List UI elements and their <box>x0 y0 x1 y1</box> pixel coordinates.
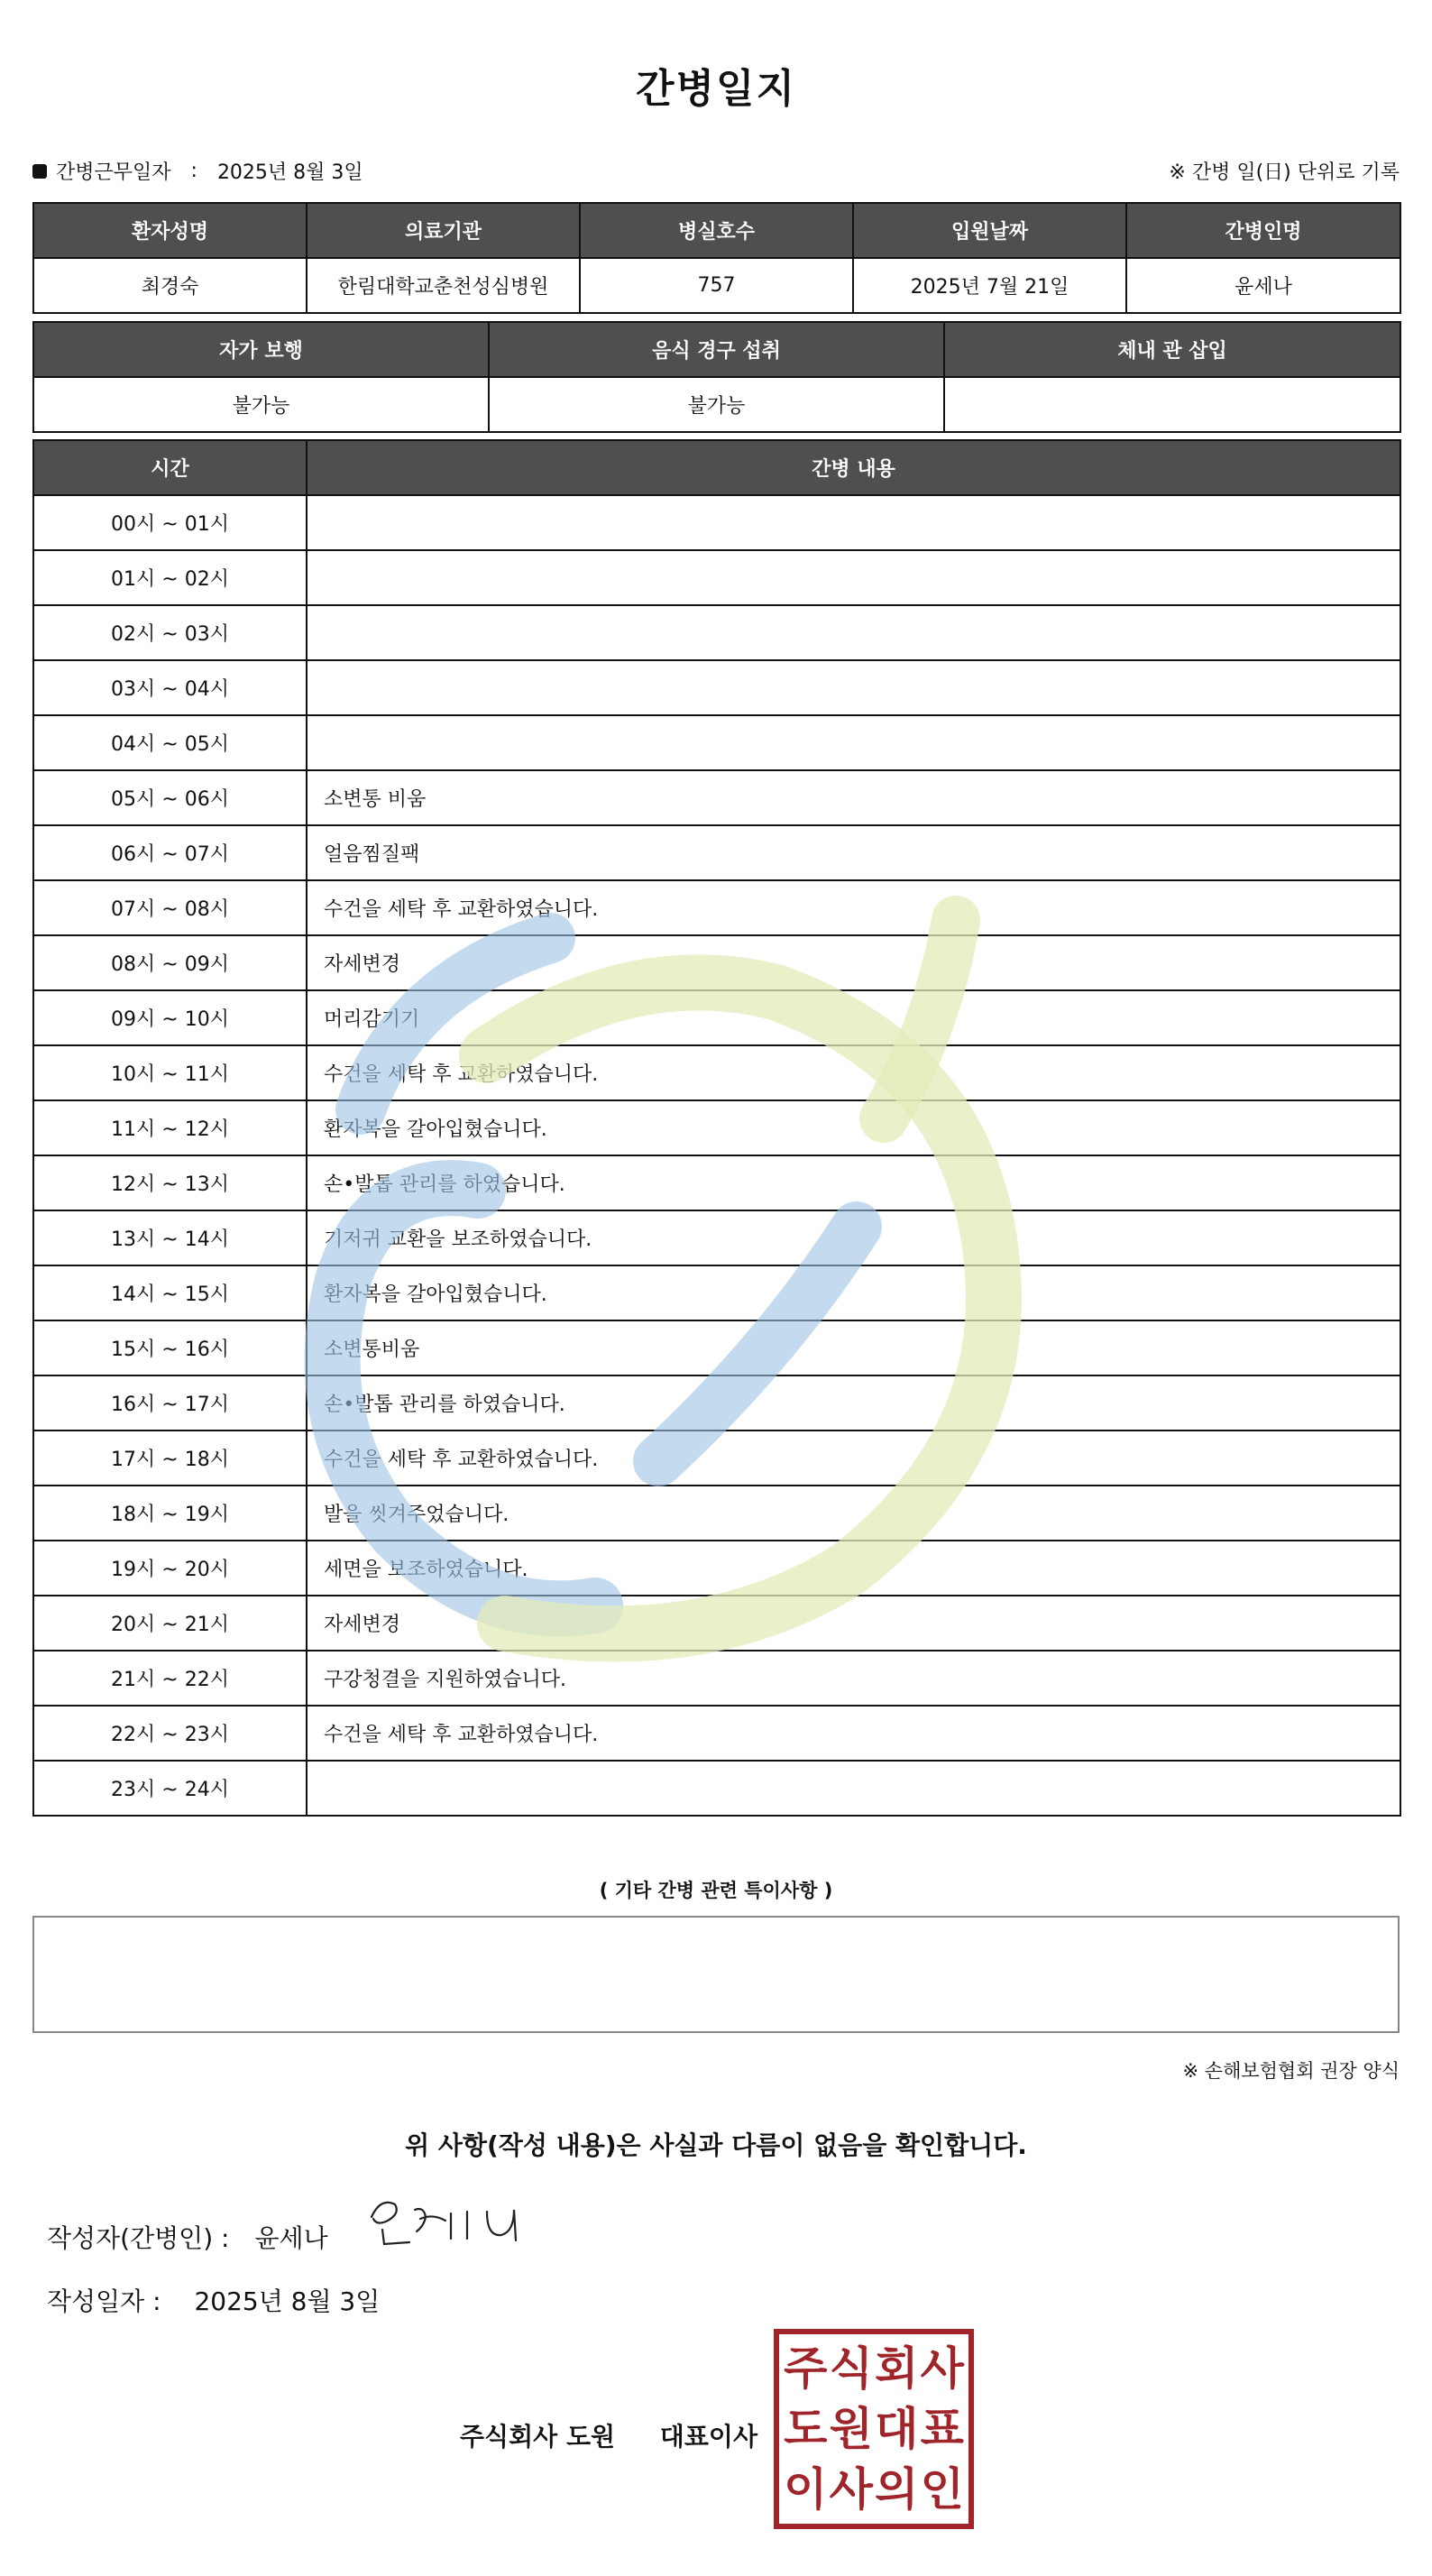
log-time-cell: 08시 ~ 09시 <box>33 935 307 990</box>
page-title: 간병일지 <box>635 66 796 112</box>
recommend-note: ※ 손해보험협회 권장 양식 <box>1182 2060 1400 2082</box>
log-row <box>33 1651 1400 1706</box>
log-row <box>33 605 1400 660</box>
log-time-cell: 13시 ~ 14시 <box>33 1210 307 1265</box>
writer-label: 작성자(간병인) : <box>47 2223 230 2253</box>
log-time-cell: 10시 ~ 11시 <box>33 1045 307 1100</box>
bullet-square-icon <box>32 164 47 179</box>
patient-name: 최경숙 <box>33 258 307 313</box>
log-content-cell <box>307 495 1400 550</box>
log-time-cell: 23시 ~ 24시 <box>33 1761 307 1816</box>
log-content-cell: 자세변경 <box>307 1596 1400 1651</box>
log-time-cell: 17시 ~ 18시 <box>33 1431 307 1486</box>
work-date-value: 2025년 8월 3일 <box>216 161 363 184</box>
header-time: 시간 <box>33 440 307 495</box>
log-time-cell: 02시 ~ 03시 <box>33 605 307 660</box>
log-row <box>33 990 1400 1045</box>
writer-name: 윤세나 <box>254 2223 328 2253</box>
log-time-cell: 11시 ~ 12시 <box>33 1100 307 1155</box>
header-oral-intake: 음식 경구 섭취 <box>489 322 944 377</box>
log-row <box>33 1265 1400 1320</box>
log-time-cell: 18시 ~ 19시 <box>33 1486 307 1541</box>
log-time-cell: 15시 ~ 16시 <box>33 1320 307 1375</box>
oral-intake-status: 불가능 <box>489 377 944 432</box>
written-date-label: 작성일자 : <box>47 2286 161 2316</box>
log-row <box>33 770 1400 825</box>
room-number: 757 <box>580 258 853 313</box>
log-content-cell: 발을 씻겨주었습니다. <box>307 1486 1400 1541</box>
log-content-cell: 기저귀 교환을 보조하였습니다. <box>307 1210 1400 1265</box>
log-time-cell: 21시 ~ 22시 <box>33 1651 307 1706</box>
log-content-cell: 수건을 세탁 후 교환하였습니다. <box>307 880 1400 935</box>
meta-row <box>32 157 1400 189</box>
admission-date: 2025년 7월 21일 <box>853 258 1126 313</box>
log-time-cell: 20시 ~ 21시 <box>33 1596 307 1651</box>
log-time-cell: 06시 ~ 07시 <box>33 825 307 880</box>
written-date-value: 2025년 8월 3일 <box>194 2286 381 2316</box>
log-time-cell: 05시 ~ 06시 <box>33 770 307 825</box>
writer-line <box>47 2219 328 2255</box>
log-row <box>33 935 1400 990</box>
seal-char: 인 <box>920 2463 964 2516</box>
log-content-cell <box>307 550 1400 605</box>
status-value-row <box>33 377 1400 432</box>
patient-header-row <box>33 203 1400 258</box>
header-care-content: 간병 내용 <box>307 440 1400 495</box>
log-content-cell <box>307 605 1400 660</box>
patient-info-table <box>32 202 1401 314</box>
log-content-cell: 환자복을 갈아입혔습니다. <box>307 1100 1400 1155</box>
log-time-cell: 16시 ~ 17시 <box>33 1375 307 1431</box>
log-time-cell: 14시 ~ 15시 <box>33 1265 307 1320</box>
log-row <box>33 660 1400 715</box>
log-content-cell: 수건을 세탁 후 교환하였습니다. <box>307 1431 1400 1486</box>
status-header-row <box>33 322 1400 377</box>
signature-icon <box>361 2190 532 2253</box>
care-log-table <box>32 439 1401 1817</box>
log-time-cell: 09시 ~ 10시 <box>33 990 307 1045</box>
header-room: 병실호수 <box>580 203 853 258</box>
walking-status: 불가능 <box>33 377 489 432</box>
seal-char: 사 <box>829 2463 873 2516</box>
header-admission-date: 입원날짜 <box>853 203 1126 258</box>
log-content-cell <box>307 660 1400 715</box>
log-row <box>33 1486 1400 1541</box>
company-seal-stamp <box>774 2329 974 2529</box>
log-row <box>33 880 1400 935</box>
log-row <box>33 495 1400 550</box>
log-row <box>33 1706 1400 1761</box>
seal-char: 표 <box>920 2402 964 2455</box>
seal-char: 도 <box>784 2402 828 2455</box>
log-content-cell: 수건을 세탁 후 교환하였습니다. <box>307 1045 1400 1100</box>
patient-value-row <box>33 258 1400 313</box>
record-unit-note: ※ 간병 일(日) 단위로 기록 <box>1169 161 1400 184</box>
written-date-line <box>47 2282 380 2318</box>
log-content-cell: 머리감기기 <box>307 990 1400 1045</box>
special-notes-title: ( 기타 간병 관련 특이사항 ) <box>599 1880 833 1901</box>
log-header-row <box>33 440 1400 495</box>
log-row <box>33 1596 1400 1651</box>
header-patient-name: 환자성명 <box>33 203 307 258</box>
seal-char: 대 <box>875 2402 919 2455</box>
log-content-cell: 손•발톱 관리를 하였습니다. <box>307 1155 1400 1210</box>
log-content-cell: 손•발톱 관리를 하였습니다. <box>307 1375 1400 1431</box>
log-time-cell: 22시 ~ 23시 <box>33 1706 307 1761</box>
header-caregiver: 간병인명 <box>1126 203 1400 258</box>
log-content-cell: 환자복을 갈아입혔습니다. <box>307 1265 1400 1320</box>
log-row <box>33 1431 1400 1486</box>
log-time-cell: 04시 ~ 05시 <box>33 715 307 770</box>
log-body <box>33 495 1400 1816</box>
seal-char: 이 <box>784 2463 828 2516</box>
header-hospital: 의료기관 <box>307 203 580 258</box>
log-row <box>33 825 1400 880</box>
log-row <box>33 1045 1400 1100</box>
log-row <box>33 1210 1400 1265</box>
seal-char: 회 <box>875 2341 919 2395</box>
log-time-cell: 00시 ~ 01시 <box>33 495 307 550</box>
seal-char: 의 <box>875 2463 919 2516</box>
log-content-cell: 자세변경 <box>307 935 1400 990</box>
special-notes-box <box>32 1916 1400 2033</box>
log-row <box>33 1320 1400 1375</box>
log-row <box>33 1541 1400 1596</box>
company-name: 주식회사 도원 <box>460 2422 616 2452</box>
log-time-cell: 19시 ~ 20시 <box>33 1541 307 1596</box>
seal-char: 사 <box>920 2341 964 2395</box>
log-content-cell: 소변통 비움 <box>307 770 1400 825</box>
log-time-cell: 03시 ~ 04시 <box>33 660 307 715</box>
header-tube-insertion: 체내 관 삽입 <box>944 322 1400 377</box>
seal-char: 원 <box>829 2402 873 2455</box>
log-row <box>33 715 1400 770</box>
log-time-cell: 01시 ~ 02시 <box>33 550 307 605</box>
company-line <box>460 2417 757 2453</box>
log-row <box>33 550 1400 605</box>
log-content-cell: 세면을 보조하였습니다. <box>307 1541 1400 1596</box>
log-row <box>33 1100 1400 1155</box>
log-row <box>33 1761 1400 1816</box>
seal-char: 주 <box>784 2341 828 2395</box>
log-time-cell: 07시 ~ 08시 <box>33 880 307 935</box>
log-content-cell: 소변통비움 <box>307 1320 1400 1375</box>
company-representative: 대표이사 <box>659 2422 757 2452</box>
work-date <box>32 157 363 185</box>
caregiver-name: 윤세나 <box>1126 258 1400 313</box>
hospital-name: 한림대학교춘천성심병원 <box>307 258 580 313</box>
log-content-cell: 수건을 세탁 후 교환하였습니다. <box>307 1706 1400 1761</box>
patient-status-table <box>32 321 1401 433</box>
confirmation-statement: 위 사항(작성 내용)은 사실과 다름이 없음을 확인합니다. <box>405 2130 1027 2160</box>
tube-insertion-status <box>944 377 1400 432</box>
log-content-cell: 구강청결을 지원하였습니다. <box>307 1651 1400 1706</box>
log-content-cell <box>307 1761 1400 1816</box>
seal-char: 식 <box>829 2341 873 2395</box>
log-time-cell: 12시 ~ 13시 <box>33 1155 307 1210</box>
log-row <box>33 1375 1400 1431</box>
work-date-colon: : <box>190 160 197 182</box>
log-content-cell: 얼음찜질팩 <box>307 825 1400 880</box>
header-walking: 자가 보행 <box>33 322 489 377</box>
work-date-label: 간병근무일자 <box>56 161 171 184</box>
log-row <box>33 1155 1400 1210</box>
log-content-cell <box>307 715 1400 770</box>
